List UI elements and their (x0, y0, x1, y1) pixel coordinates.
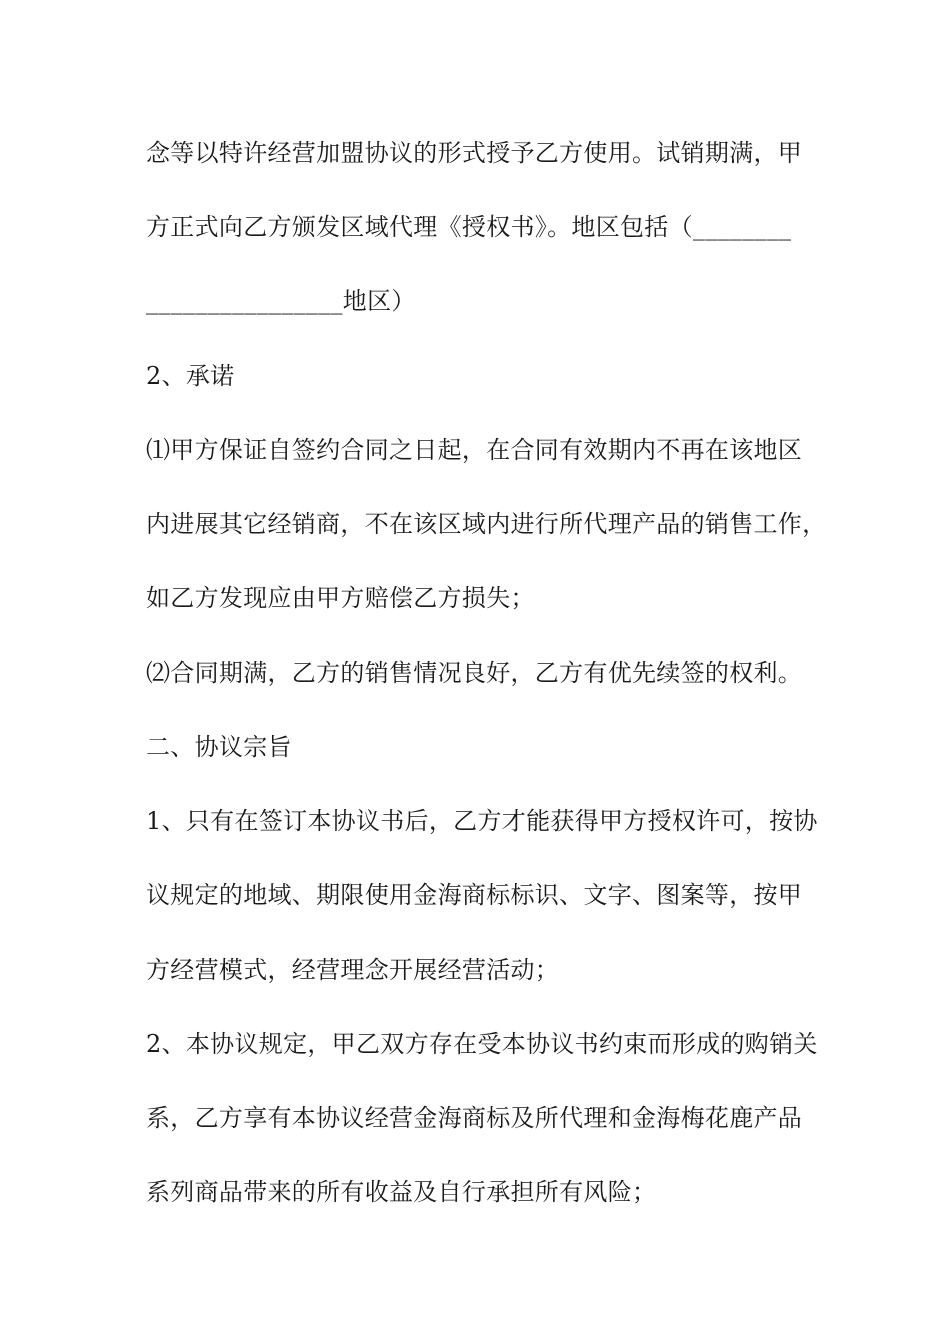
paragraph-line: 如乙方发现应由甲方赔偿乙方损失； (146, 584, 535, 612)
section-heading: 二、协议宗旨 (146, 733, 292, 761)
paragraph-line: 系列商品带来的所有收益及自行承担所有风险； (146, 1178, 657, 1206)
paragraph-line: 内进展其它经销商，不在该区域内进行所代理产品的销售工作， (146, 510, 827, 538)
paragraph-line: ________________地区） (146, 287, 416, 315)
paragraph-line: 1、只有在签订本协议书后，乙方才能获得甲方授权许可，按协 (146, 807, 818, 835)
paragraph-line: ⑵合同期满，乙方的销售情况良好，乙方有优先续签的权利。 (146, 659, 803, 687)
paragraph-line: 系，乙方享有本协议经营金海商标及所代理和金海梅花鹿产品 (146, 1104, 803, 1132)
paragraph-line: ⑴甲方保证自签约合同之日起，在合同有效期内不再在该地区 (146, 436, 803, 464)
paragraph-line: 2、本协议规定，甲乙双方存在受本协议书约束而形成的购销关 (146, 1030, 818, 1058)
paragraph-line: 方经营模式，经营理念开展经营活动； (146, 956, 560, 984)
paragraph-line: 议规定的地域、期限使用金海商标标识、文字、图案等，按甲 (146, 881, 803, 909)
paragraph-line: 念等以特许经营加盟协议的形式授予乙方使用。试销期满，甲 (146, 139, 803, 167)
section-heading: 2、承诺 (146, 362, 235, 390)
paragraph-line: 方正式向乙方颁发区域代理《授权书》。地区包括（________ (146, 213, 792, 241)
